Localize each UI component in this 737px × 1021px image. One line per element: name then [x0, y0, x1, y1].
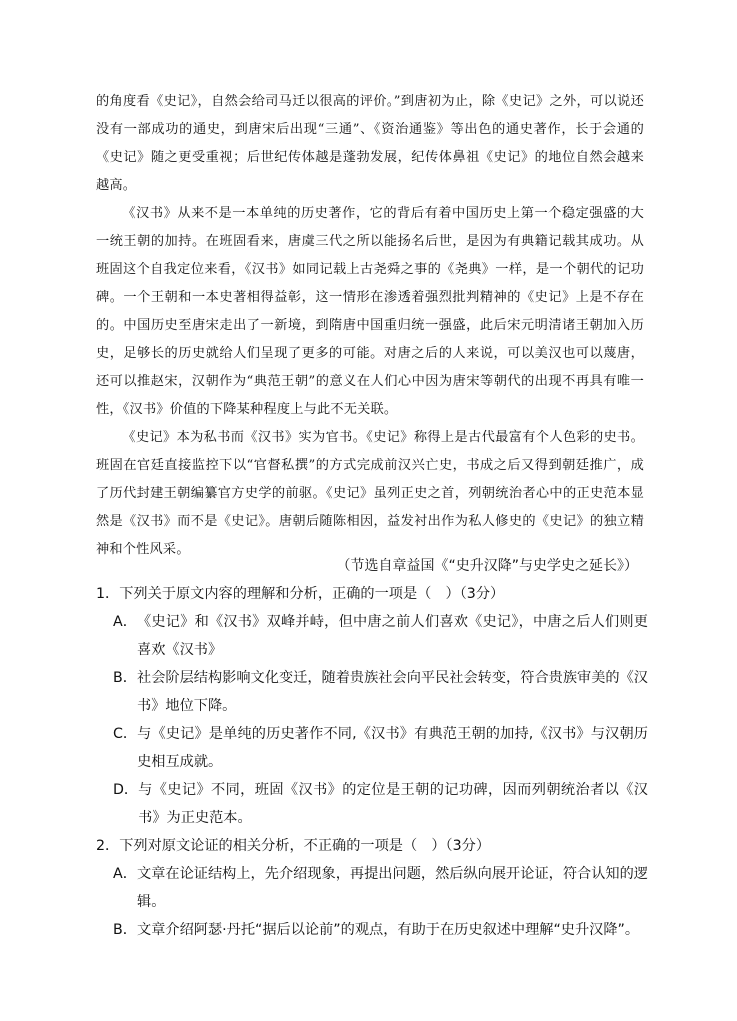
- question-1-option-a[interactable]: [96, 608, 648, 664]
- option-text: 与《史记》是单纯的历史著作不同,《汉书》有典范王朝的加持,《汉书》与汉朝历史相互成就。: [137, 726, 648, 770]
- question-1-option-d[interactable]: [96, 776, 648, 832]
- option-text: 《史记》和《汉书》双峰并峙，但中唐之前人们喜欢《史记》，中唐之后人们则更喜欢《汉书》: [137, 614, 648, 658]
- option-letter: A．: [113, 614, 137, 630]
- option-text: 文章在论证结构上，先介绍现象，再提出问题，然后纵向展开论证，符合认知的逻辑。: [137, 866, 648, 910]
- passage-paragraph-3: 《史记》本为私书而《汉书》实为官书。《史记》称得上是古代最富有个人色彩的史书。班固在官廷直接监控下以“官督私撰”的方式完成前汉兴亡史，书成之后又得到朝廷推广，成了历代封建王朝编纂官方史学的前驱。《史记》虽列正史之首，列朝统治者心中的正史范本显然是《汉书》而不是《史记》。唐朝后随陈相因，益发衬出作为私人修史的《史记》的独立精神和个性风采。: [96, 430, 644, 557]
- question-list: [96, 580, 648, 944]
- question-2-option-a[interactable]: [96, 860, 648, 916]
- option-letter: C．: [113, 726, 138, 742]
- passage-paragraph-2: 《汉书》从来不是一本单纯的历史著作，它的背后有着中国历史上第一个稳定强盛的大一统王朝的加持。在班固看来，唐虞三代之所以能扬名后世，是因为有典籍记载其成功。从班固这个自我定位来看，《汉书》如同记载上古尧舜之事的《尧典》一样，是一个朝代的记功碑。一个王朝和一本史著相得益彰，这一情形在渗透着强烈批判精神的《史记》上是不存在的。中国历史至唐宋走出了一新境，到隋唐中国重归统一强盛，此后宋元明清诸王朝加入历史，足够长的历史就给人们呈现了更多的可能。对唐之后的人来说，可以美汉也可以蔑唐，还可以推赵宋，汉朝作为“典范王朝”的意义在人们心中因为唐宋等朝代的出现不再具有唯一性，《汉书》价值的下降某种程度上与此不无关联。: [96, 206, 644, 417]
- passage-paragraph-1: 的角度看《史记》，自然会给司马迁以很高的评价。”到唐初为止，除《史记》之外，可以说还没有一部成功的通史，到唐宋后出现“三通”、《资治通鉴》等出色的通史著作，长于会通的《史记》随之更受重视；后世纪传体越是蓬勃发展，纪传体鼻祖《史记》的地位自然会越来越高。: [96, 94, 644, 193]
- reading-passage: [96, 88, 644, 564]
- option-letter: D．: [113, 782, 139, 798]
- question-1: [96, 580, 648, 832]
- question-1-options: [96, 608, 648, 832]
- question-1-option-b[interactable]: [96, 664, 648, 720]
- question-1-stem: 1．下列关于原文内容的理解和分析，正确的一项是（ ）（3分）: [96, 586, 505, 602]
- question-2-options: [96, 860, 648, 944]
- option-letter: B．: [113, 922, 137, 938]
- option-letter: B．: [113, 670, 137, 686]
- option-text: 社会阶层结构影响文化变迁，随着贵族社会向平民社会转变，符合贵族审美的《汉书》地位下降。: [137, 670, 648, 714]
- question-2: [96, 832, 648, 944]
- question-2-stem: 2．下列对原文论证的相关分析，不正确的一项是（ ）（3分）: [96, 838, 491, 854]
- option-text: 与《史记》不同，班固《汉书》的定位是王朝的记功碑，因而列朝统治者以《汉书》为正史范本。: [138, 782, 648, 826]
- question-1-option-c[interactable]: [96, 720, 648, 776]
- question-2-option-b[interactable]: [96, 916, 648, 944]
- option-letter: A．: [113, 866, 137, 882]
- passage-source: （节选自章益国《“史升汉降”与史学史之延长》）: [336, 558, 638, 574]
- option-text: 文章介绍阿瑟·丹托“据后以论前”的观点，有助于在历史叙述中理解“史升汉降”。: [137, 922, 640, 938]
